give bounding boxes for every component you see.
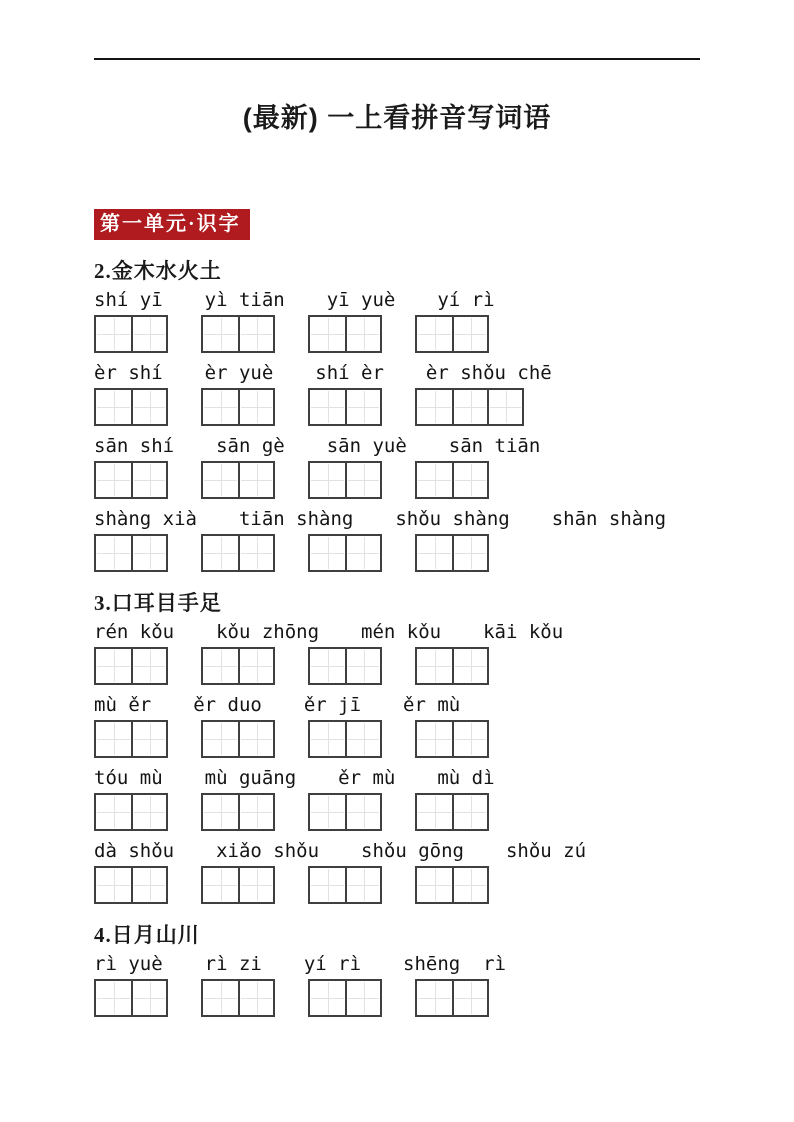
writing-grid: [201, 866, 275, 904]
pinyin-word: ěr mù: [403, 694, 461, 716]
writing-grid: [94, 793, 168, 831]
grid-cell: [96, 463, 131, 497]
pinyin-row: [94, 361, 700, 385]
grid-row: [94, 720, 700, 758]
writing-grid: [308, 461, 382, 499]
grid-cell: [131, 981, 166, 1015]
writing-grid: [94, 979, 168, 1017]
writing-grid: [415, 866, 489, 904]
grid-cell: [96, 649, 131, 683]
grid-cell: [417, 390, 452, 424]
pinyin-word: ěr duo: [193, 694, 262, 716]
pinyin-word: shàng xià: [94, 508, 197, 530]
writing-grid: [415, 647, 489, 685]
pinyin-row: [94, 952, 700, 976]
grid-cell: [345, 317, 380, 351]
grid-cell: [310, 463, 345, 497]
grid-cell: [131, 536, 166, 570]
grid-cell: [96, 536, 131, 570]
pinyin-word: shǒu gōng: [361, 840, 464, 862]
writing-grid: [415, 793, 489, 831]
writing-grid: [201, 793, 275, 831]
grid-row: [94, 979, 700, 1017]
pinyin-word: xiǎo shǒu: [216, 840, 320, 862]
grid-cell: [310, 649, 345, 683]
pinyin-row: [94, 839, 700, 863]
writing-grid: [201, 979, 275, 1017]
grid-row: [94, 461, 700, 499]
section-2: [94, 590, 700, 904]
pinyin-row: [94, 693, 700, 717]
pinyin-word: mù guāng: [204, 767, 297, 789]
grid-cell: [131, 649, 166, 683]
writing-grid: [308, 979, 382, 1017]
grid-cell: [203, 649, 238, 683]
grid-cell: [96, 317, 131, 351]
grid-cell: [203, 463, 238, 497]
writing-grid: [94, 461, 168, 499]
grid-cell: [238, 463, 273, 497]
grid-cell: [487, 390, 522, 424]
grid-cell: [203, 795, 238, 829]
grid-cell: [345, 390, 380, 424]
grid-cell: [96, 722, 131, 756]
grid-row: [94, 866, 700, 904]
writing-grid: [201, 388, 275, 426]
grid-cell: [417, 795, 452, 829]
grid-cell: [345, 536, 380, 570]
grid-cell: [310, 981, 345, 1015]
unit-banner: 第一单元·识字: [94, 209, 250, 240]
writing-grid: [94, 866, 168, 904]
grid-cell: [238, 536, 273, 570]
pinyin-word: yí rì: [303, 953, 362, 975]
grid-cell: [131, 795, 166, 829]
writing-grid: [308, 866, 382, 904]
grid-cell: [203, 981, 238, 1015]
grid-cell: [417, 981, 452, 1015]
section-heading: 2.金木水火土: [94, 259, 222, 283]
grid-cell: [452, 317, 487, 351]
pinyin-word: mù dì: [437, 767, 495, 789]
writing-grid: [308, 793, 382, 831]
writing-grid: [201, 534, 275, 572]
grid-row: [94, 315, 700, 353]
grid-cell: [238, 795, 273, 829]
top-rule-line: [94, 58, 700, 60]
grid-cell: [452, 868, 487, 902]
pinyin-row: [94, 620, 700, 644]
section-3: [94, 922, 700, 1017]
pinyin-word: èr shí: [94, 362, 163, 384]
grid-cell: [345, 795, 380, 829]
grid-cell: [131, 868, 166, 902]
pinyin-word: tiān shàng: [238, 508, 354, 530]
writing-grid: [94, 534, 168, 572]
grid-cell: [131, 390, 166, 424]
section-1: [94, 258, 700, 572]
writing-grid: [308, 315, 382, 353]
pinyin-row: [94, 288, 700, 312]
grid-cell: [96, 390, 131, 424]
writing-grid: [415, 720, 489, 758]
grid-cell: [203, 536, 238, 570]
grid-cell: [310, 795, 345, 829]
writing-grid: [415, 388, 524, 426]
grid-cell: [345, 649, 380, 683]
pinyin-word: sān tiān: [448, 435, 541, 457]
writing-grid: [94, 647, 168, 685]
writing-grid: [94, 315, 168, 353]
grid-row: [94, 534, 700, 572]
pinyin-row: [94, 766, 700, 790]
grid-cell: [238, 981, 273, 1015]
grid-cell: [203, 317, 238, 351]
grid-cell: [238, 649, 273, 683]
writing-grid: [94, 388, 168, 426]
page-title: (最新) 一上看拼音写词语: [242, 103, 552, 133]
grid-cell: [310, 317, 345, 351]
section-heading: 4.日月山川: [94, 923, 200, 947]
writing-grid: [308, 720, 382, 758]
writing-grid: [201, 461, 275, 499]
grid-cell: [452, 649, 487, 683]
writing-grid: [415, 979, 489, 1017]
grid-cell: [452, 981, 487, 1015]
pinyin-word: èr shǒu chē: [425, 362, 552, 384]
grid-cell: [417, 649, 452, 683]
pinyin-row: [94, 434, 700, 458]
pinyin-word: kāi kǒu: [483, 621, 564, 643]
grid-cell: [452, 463, 487, 497]
pinyin-word: dà shǒu: [94, 840, 175, 862]
grid-cell: [96, 981, 131, 1015]
grid-cell: [131, 317, 166, 351]
grid-cell: [203, 390, 238, 424]
pinyin-word: shí èr: [315, 362, 384, 384]
writing-grid: [415, 315, 489, 353]
pinyin-word: sān shí: [94, 435, 175, 457]
grid-cell: [203, 868, 238, 902]
grid-row: [94, 647, 700, 685]
pinyin-word: tóu mù: [94, 767, 163, 789]
pinyin-row: [94, 507, 700, 531]
writing-grid: [415, 461, 489, 499]
pinyin-word: shǒu shàng: [395, 508, 510, 530]
writing-grid: [308, 534, 382, 572]
grid-cell: [238, 317, 273, 351]
grid-cell: [310, 390, 345, 424]
writing-grid: [308, 388, 382, 426]
grid-cell: [452, 722, 487, 756]
writing-grid: [201, 720, 275, 758]
pinyin-word: mù ěr: [94, 694, 152, 716]
pinyin-word: yì tiān: [204, 289, 285, 311]
pinyin-word: shǒu zú: [505, 840, 587, 862]
pinyin-word: sān yuè: [326, 435, 407, 457]
pinyin-word: shēng rì: [403, 953, 506, 975]
grid-cell: [131, 463, 166, 497]
grid-cell: [452, 536, 487, 570]
grid-cell: [203, 722, 238, 756]
grid-cell: [452, 390, 487, 424]
grid-cell: [238, 390, 273, 424]
writing-grid: [201, 647, 275, 685]
grid-cell: [310, 868, 345, 902]
pinyin-word: shān shàng: [551, 508, 667, 530]
grid-cell: [417, 868, 452, 902]
grid-cell: [345, 722, 380, 756]
pinyin-word: ěr mù: [338, 767, 396, 789]
writing-grid: [308, 647, 382, 685]
grid-cell: [131, 722, 166, 756]
grid-row: [94, 793, 700, 831]
grid-cell: [238, 722, 273, 756]
grid-cell: [238, 868, 273, 902]
pinyin-word: rì zi: [204, 953, 262, 975]
pinyin-word: èr yuè: [204, 362, 274, 384]
grid-cell: [417, 536, 452, 570]
grid-cell: [310, 722, 345, 756]
pinyin-word: mén kǒu: [361, 621, 442, 643]
pinyin-word: kǒu zhōng: [216, 621, 320, 643]
pinyin-word: yī yuè: [326, 289, 396, 311]
pinyin-word: rì yuè: [94, 953, 163, 975]
grid-cell: [417, 463, 452, 497]
grid-row: [94, 388, 700, 426]
pinyin-word: rén kǒu: [94, 621, 175, 643]
grid-cell: [345, 981, 380, 1015]
grid-cell: [310, 536, 345, 570]
pinyin-word: ěr jī: [303, 694, 362, 716]
grid-cell: [452, 795, 487, 829]
writing-grid: [201, 315, 275, 353]
grid-cell: [96, 868, 131, 902]
section-heading: 3.口耳目手足: [94, 591, 222, 615]
grid-cell: [345, 868, 380, 902]
pinyin-word: yí rì: [437, 289, 495, 311]
writing-grid: [415, 534, 489, 572]
sections-container: [94, 258, 700, 1017]
grid-cell: [417, 722, 452, 756]
grid-cell: [417, 317, 452, 351]
unit-banner-row: [94, 209, 700, 240]
grid-cell: [96, 795, 131, 829]
grid-cell: [345, 463, 380, 497]
writing-grid: [94, 720, 168, 758]
pinyin-word: shí yī: [94, 289, 163, 311]
pinyin-word: sān gè: [216, 435, 285, 457]
